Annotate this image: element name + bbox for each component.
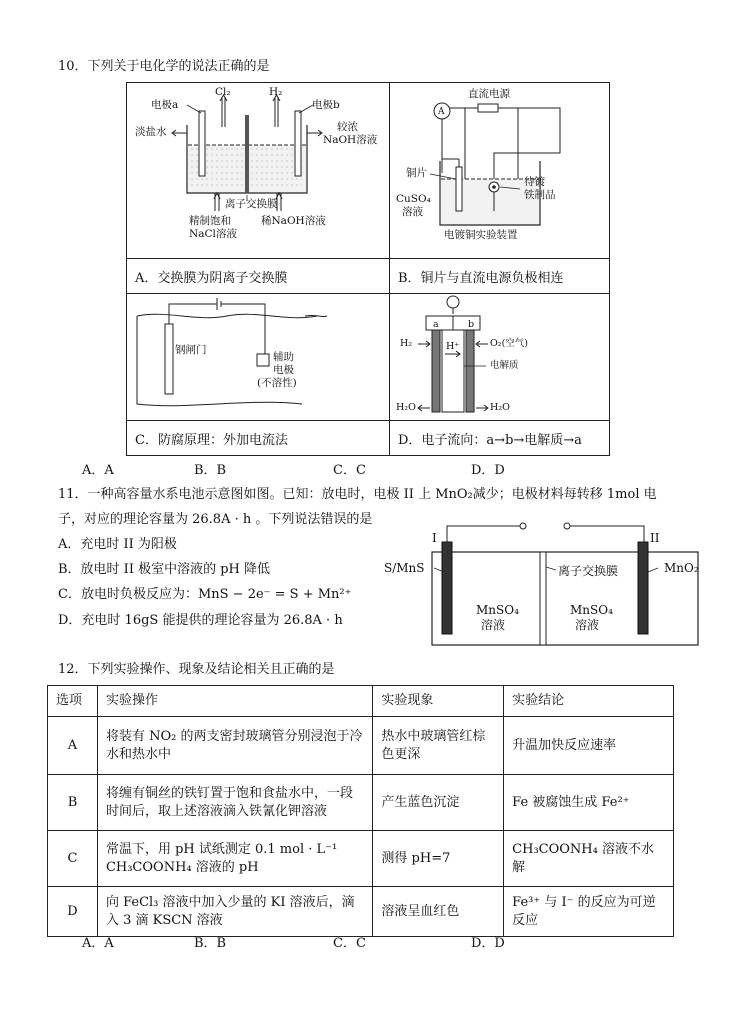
label-electrolyte: 电解质 [490, 360, 519, 371]
label-dilute-naoh: 稀NaOH溶液 [261, 215, 326, 227]
label-conc-naoh-2: NaOH溶液 [323, 134, 378, 146]
table-header-row [48, 686, 674, 717]
q12-answer-choices [82, 932, 522, 950]
row-operation: 将缠有铜丝的铁钉置于饱和食盐水中，一段时间后，取上述溶液滴入铁氰化钾溶液 [97, 775, 372, 831]
q10-answer-a[interactable]: A．A [82, 463, 114, 478]
label-solution-left: 溶液 [481, 618, 506, 632]
row-conclusion: Fe³⁺ 与 I⁻ 的反应为可逆反应 [504, 887, 674, 937]
q10-answer-choices [82, 459, 522, 477]
q12-answer-c[interactable]: C．C [333, 936, 366, 951]
q10-figure-grid [126, 82, 610, 456]
label-dc-source: 直流电源 [468, 88, 510, 100]
q11-option-c: C．放电时负极反应为：MnS − 2e⁻ = S + Mn²⁺ [58, 587, 352, 602]
label-h2o-right: H₂O [490, 402, 510, 413]
label-hplus: H⁺ [446, 341, 460, 352]
table-row [48, 831, 674, 887]
label-h2: H₂ [269, 86, 283, 98]
row-phenomenon: 热水中玻璃管红棕色更深 [373, 717, 504, 775]
label-solution-right: 溶液 [575, 618, 600, 632]
q12-table [47, 685, 674, 937]
label-iron-item: 待镀 [524, 176, 545, 188]
label-mno2: MnO₂ [664, 561, 699, 575]
label-ion-membrane: 离子交换膜 [225, 198, 278, 210]
table-row [48, 887, 674, 937]
label-mnso4-right: MnSO₄ [570, 603, 613, 617]
table-row [48, 717, 674, 775]
header-conclusion: 实验结论 [504, 686, 674, 717]
q11-option-a: A．充电时 II 为阳极 [58, 537, 177, 552]
label-electrode-i: I [432, 531, 437, 545]
q12-stem: 12．下列实验操作、现象及结论相关且正确的是 [58, 662, 335, 677]
q10-answer-c[interactable]: C．C [333, 463, 366, 478]
label-refined-nacl-2: NaCl溶液 [189, 228, 237, 240]
q10-answer-b[interactable]: B．B [194, 463, 227, 478]
label-cuso4: CuSO₄ [396, 193, 431, 205]
label-electrode-ii: II [650, 531, 660, 545]
row-conclusion: CH₃COONH₄ 溶液不水解 [504, 831, 674, 887]
label-electrode-b: 电极b [312, 99, 340, 111]
q12-answer-a[interactable]: A．A [82, 936, 114, 951]
label-mnso4-left: MnSO₄ [476, 603, 519, 617]
figure-chlor-alkali-cell [127, 83, 389, 258]
row-phenomenon: 溶液呈血红色 [373, 887, 504, 937]
label-electrode-a: 电极a [151, 99, 179, 111]
label-conc-naoh: 较浓 [337, 121, 358, 133]
figure-impressed-current [127, 294, 389, 420]
label-copper: 铜片 [406, 167, 427, 179]
row-option: A [48, 717, 98, 775]
q12-answer-b[interactable]: B．B [194, 936, 227, 951]
label-h2: H₂ [400, 338, 413, 349]
label-aux-electrode-2: 电极 [273, 364, 294, 376]
label-aux-electrode-3: (不溶性) [257, 377, 297, 389]
row-option: C [48, 831, 98, 887]
label-plating-device: 电镀铜实验装置 [444, 229, 518, 241]
q11-option-d: D．充电时 16gS 能提供的理论容量为 26.8A · h [58, 613, 343, 628]
label-smns: S/MnS [384, 561, 425, 575]
label-ion-exchange-membrane: 离子交换膜 [558, 564, 619, 578]
header-option: 选项 [48, 686, 98, 717]
header-phenomenon: 实验现象 [373, 686, 504, 717]
label-dilute-brine: 淡盐水 [135, 126, 167, 138]
q10-answer-d[interactable]: D．D [471, 463, 505, 478]
q11-stem-line1: 11．一种高容量水系电池示意图如图。已知：放电时，电极 II 上 MnO₂减少；电极材料每转移 1mol 电 [58, 487, 657, 502]
q11-battery-figure [380, 512, 710, 652]
q10-stem: 10．下列关于电化学的说法正确的是 [58, 59, 270, 74]
label-electrode-b: b [468, 319, 475, 330]
q10-option-c: C．防腐原理：外加电流法 [135, 433, 288, 448]
label-aux-electrode: 辅助 [273, 351, 294, 363]
label-electrode-a: a [433, 319, 439, 330]
row-operation: 常温下，用 pH 试纸测定 0.1 mol · L⁻¹ CH₃COONH₄ 溶液的 pH [97, 831, 372, 887]
q11-option-b: B．放电时 II 极室中溶液的 pH 降低 [58, 562, 271, 577]
row-operation: 向 FeCl₃ 溶液中加入少量的 KI 溶液后，滴入 3 滴 KSCN 溶液 [97, 887, 372, 937]
row-option: B [48, 775, 98, 831]
row-option: D [48, 887, 98, 937]
row-operation: 将装有 NO₂ 的两支密封玻璃管分别浸泡于冷水和热水中 [97, 717, 372, 775]
label-h2o-left: H₂O [396, 402, 416, 413]
row-conclusion: Fe 被腐蚀生成 Fe²⁺ [504, 775, 674, 831]
header-operation: 实验操作 [97, 686, 372, 717]
row-phenomenon: 产生蓝色沉淀 [373, 775, 504, 831]
table-row [48, 775, 674, 831]
figure-electroplating [390, 83, 609, 258]
q10-option-a: A．交换膜为阴离子交换膜 [135, 271, 288, 286]
grid-divider-h3 [127, 420, 609, 421]
row-conclusion: 升温加快反应速率 [504, 717, 674, 775]
label-cl2: Cl₂ [215, 86, 231, 98]
label-o2-air: O₂(空气) [490, 338, 529, 349]
label-cuso4-2: 溶液 [402, 206, 423, 218]
label-refined-nacl: 精制饱和 [189, 215, 231, 227]
grid-divider-h1 [127, 258, 609, 259]
figure-fuel-cell [390, 294, 609, 420]
q10-option-b: B．铜片与直流电源负极相连 [398, 271, 564, 286]
q10-option-d: D．电子流向：a→b→电解质→a [398, 433, 582, 448]
q12-answer-d[interactable]: D．D [471, 936, 505, 951]
label-iron-item-2: 铁制品 [524, 189, 556, 201]
ammeter-icon: A [438, 107, 445, 117]
label-steel-gate: 钢闸门 [175, 344, 207, 356]
row-phenomenon: 测得 pH=7 [373, 831, 504, 887]
q11-stem-line2: 子，对应的理论容量为 26.8A · h 。下列说法错误的是 [58, 512, 373, 527]
